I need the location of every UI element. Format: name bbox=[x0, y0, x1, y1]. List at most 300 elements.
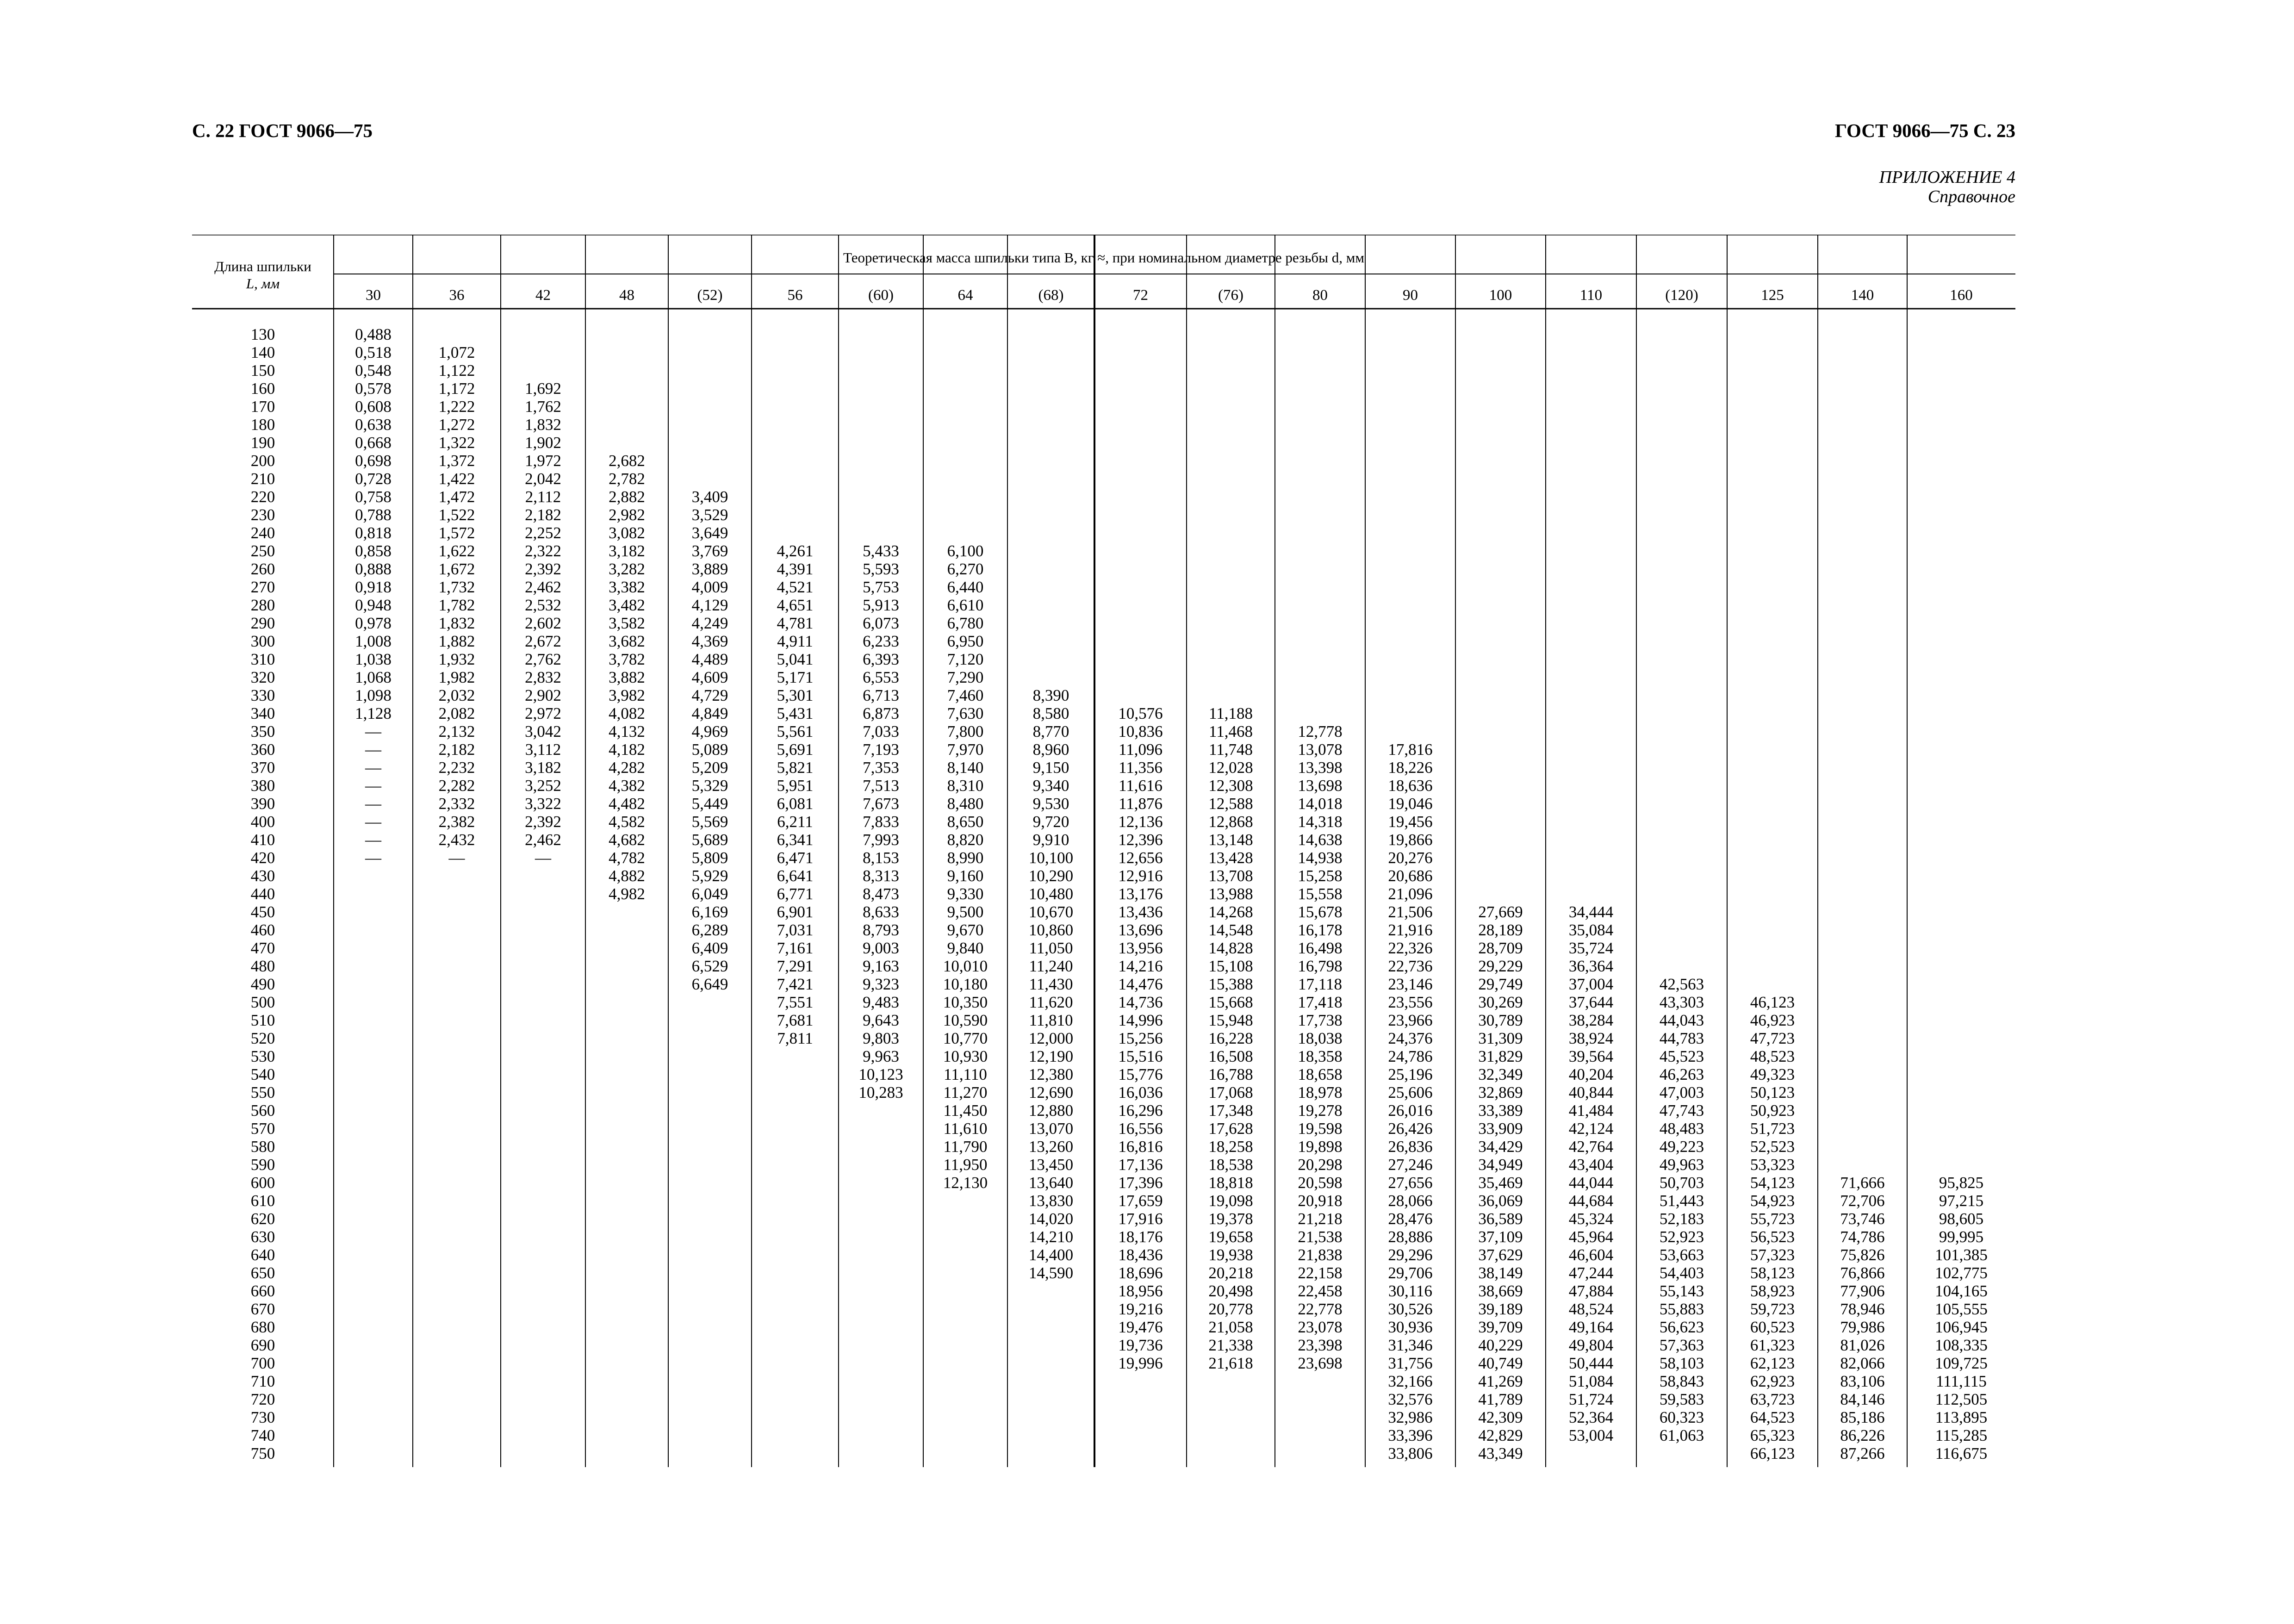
mass-cell: 13,696 bbox=[1118, 921, 1163, 939]
mass-cell: 10,930 bbox=[943, 1047, 988, 1065]
mass-cell: 14,736 bbox=[1118, 993, 1163, 1011]
mass-cell: 9,483 bbox=[863, 993, 899, 1011]
diameter-header: 140 bbox=[1851, 287, 1874, 304]
mass-cell: 9,340 bbox=[1032, 777, 1069, 795]
mass-cell: 16,816 bbox=[1118, 1138, 1163, 1156]
length-cell: 250 bbox=[250, 542, 275, 560]
mass-cell: 8,960 bbox=[1032, 740, 1069, 759]
mass-cell: 14,318 bbox=[1298, 813, 1343, 831]
mass-cell: 8,313 bbox=[863, 867, 899, 885]
mass-cell: 86,226 bbox=[1840, 1426, 1885, 1444]
mass-cell: 39,709 bbox=[1478, 1318, 1523, 1336]
mass-cell: 4,082 bbox=[609, 704, 645, 722]
length-cell: 200 bbox=[250, 452, 275, 470]
mass-cell: 0,668 bbox=[355, 434, 392, 452]
mass-cell: 7,290 bbox=[947, 668, 984, 686]
mass-cell: 44,044 bbox=[1568, 1174, 1614, 1192]
mass-cell: 55,143 bbox=[1659, 1282, 1704, 1300]
mass-cell: 85,186 bbox=[1840, 1408, 1885, 1426]
mass-cell: 33,389 bbox=[1478, 1101, 1523, 1120]
length-cell: 170 bbox=[250, 398, 275, 416]
mass-cell: 25,606 bbox=[1388, 1083, 1433, 1101]
mass-cell: 10,100 bbox=[1028, 849, 1074, 867]
mass-cell: 12,588 bbox=[1208, 795, 1253, 813]
length-cell: 490 bbox=[250, 975, 275, 993]
mass-cell: 38,924 bbox=[1568, 1029, 1614, 1047]
mass-cell: 7,970 bbox=[947, 740, 984, 759]
length-cell: 510 bbox=[250, 1011, 275, 1029]
mass-cell: 8,390 bbox=[1032, 686, 1069, 704]
mass-cell: 105,555 bbox=[1935, 1300, 1988, 1318]
mass-cell: 101,385 bbox=[1935, 1246, 1988, 1264]
mass-cell: 4,969 bbox=[691, 722, 728, 740]
mass-cell: 0,888 bbox=[355, 560, 392, 578]
mass-cell: 1,098 bbox=[355, 686, 392, 704]
mass-cell: 16,788 bbox=[1208, 1065, 1253, 1083]
mass-cell: 2,462 bbox=[525, 831, 561, 849]
mass-cell: 2,232 bbox=[438, 759, 475, 777]
mass-cell: 11,270 bbox=[943, 1083, 988, 1101]
mass-cell: — bbox=[365, 759, 381, 777]
length-cell: 340 bbox=[250, 704, 275, 722]
mass-cell: 17,659 bbox=[1118, 1192, 1163, 1210]
length-cell: 280 bbox=[250, 596, 275, 614]
mass-cell: 58,103 bbox=[1659, 1354, 1704, 1372]
mass-cell: 4,282 bbox=[609, 759, 645, 777]
diameter-header: 72 bbox=[1133, 287, 1148, 304]
mass-cell: 8,153 bbox=[863, 849, 899, 867]
mass-cell: 52,523 bbox=[1750, 1138, 1795, 1156]
mass-cell: 2,392 bbox=[525, 560, 561, 578]
mass-cell: 6,649 bbox=[691, 975, 728, 993]
mass-cell: 18,978 bbox=[1298, 1083, 1343, 1101]
length-cell: 480 bbox=[250, 957, 275, 975]
mass-cell: 9,330 bbox=[947, 885, 984, 903]
mass-cell: 60,323 bbox=[1659, 1408, 1704, 1426]
mass-cell: 49,963 bbox=[1659, 1156, 1704, 1174]
mass-cell: 18,436 bbox=[1118, 1246, 1163, 1264]
mass-cell: 15,776 bbox=[1118, 1065, 1163, 1083]
mass-cell: 4,129 bbox=[691, 596, 728, 614]
mass-cell: 32,576 bbox=[1388, 1390, 1433, 1408]
mass-cell: 2,782 bbox=[609, 470, 645, 488]
mass-cell: 7,513 bbox=[863, 777, 899, 795]
mass-cell: 2,672 bbox=[525, 632, 561, 650]
mass-cell: 15,516 bbox=[1118, 1047, 1163, 1065]
mass-cell: 60,523 bbox=[1750, 1318, 1795, 1336]
mass-cell: 4,651 bbox=[777, 596, 814, 614]
length-cell: 520 bbox=[250, 1029, 275, 1047]
mass-cell: 9,163 bbox=[863, 957, 899, 975]
diameter-header: 90 bbox=[1403, 287, 1418, 304]
mass-cell: 51,443 bbox=[1659, 1192, 1704, 1210]
mass-cell: 19,216 bbox=[1118, 1300, 1163, 1318]
mass-cell: 2,252 bbox=[525, 524, 561, 542]
mass-column bbox=[1727, 993, 1818, 1462]
mass-cell: 6,901 bbox=[777, 903, 814, 921]
mass-cell: 98,605 bbox=[1939, 1210, 1984, 1228]
mass-cell: 19,898 bbox=[1298, 1138, 1343, 1156]
mass-cell: 5,041 bbox=[777, 650, 814, 668]
diameter-header: (68) bbox=[1038, 287, 1064, 304]
mass-cell: 12,000 bbox=[1028, 1029, 1074, 1047]
mass-cell: 5,433 bbox=[863, 542, 899, 560]
length-cell: 630 bbox=[250, 1228, 275, 1246]
mass-cell: — bbox=[365, 849, 381, 867]
mass-cell: 4,781 bbox=[777, 614, 814, 632]
mass-cell: 9,530 bbox=[1032, 795, 1069, 813]
mass-cell: 54,123 bbox=[1750, 1174, 1795, 1192]
mass-column bbox=[1546, 903, 1636, 1444]
mass-cell: 75,826 bbox=[1840, 1246, 1885, 1264]
mass-cell: 19,378 bbox=[1208, 1210, 1253, 1228]
mass-cell: 6,211 bbox=[777, 813, 813, 831]
mass-cell: 23,078 bbox=[1298, 1318, 1343, 1336]
length-cell: 620 bbox=[250, 1210, 275, 1228]
mass-cell: 0,578 bbox=[355, 380, 392, 398]
mass-cell: 3,409 bbox=[691, 488, 728, 506]
mass-cell: 42,829 bbox=[1478, 1426, 1523, 1444]
mass-cell: 4,009 bbox=[691, 578, 728, 596]
mass-cell: 5,809 bbox=[691, 849, 728, 867]
mass-cell: 104,165 bbox=[1935, 1282, 1988, 1300]
mass-cell: 4,882 bbox=[609, 867, 645, 885]
mass-cell: 12,190 bbox=[1028, 1047, 1074, 1065]
mass-cell: 41,269 bbox=[1478, 1372, 1523, 1390]
mass-cell: 2,132 bbox=[438, 722, 475, 740]
diameter-header: 80 bbox=[1312, 287, 1328, 304]
length-cell: 410 bbox=[250, 831, 275, 849]
mass-cell: 5,569 bbox=[691, 813, 728, 831]
mass-cell: 6,950 bbox=[947, 632, 984, 650]
mass-cell: 74,786 bbox=[1840, 1228, 1885, 1246]
mass-cell: 13,398 bbox=[1298, 759, 1343, 777]
length-cell: 150 bbox=[250, 361, 275, 380]
mass-cell: 22,158 bbox=[1298, 1264, 1343, 1282]
mass-cell: 23,146 bbox=[1388, 975, 1433, 993]
mass-cell: 7,681 bbox=[777, 1011, 814, 1029]
length-cell: 440 bbox=[250, 885, 275, 903]
mass-cell: 8,990 bbox=[947, 849, 984, 867]
mass-cell: 0,548 bbox=[355, 361, 392, 380]
length-cell: 530 bbox=[250, 1047, 275, 1065]
mass-cell: 16,178 bbox=[1298, 921, 1343, 939]
mass-cell: 6,169 bbox=[691, 903, 728, 921]
length-cell: 430 bbox=[250, 867, 275, 885]
length-cell: 690 bbox=[250, 1336, 275, 1354]
mass-cell: 8,480 bbox=[947, 795, 984, 813]
mass-cell: 3,529 bbox=[691, 506, 728, 524]
mass-cell: 0,758 bbox=[355, 488, 392, 506]
mass-cell: 29,296 bbox=[1388, 1246, 1433, 1264]
mass-cell: 26,016 bbox=[1388, 1101, 1433, 1120]
mass-cell: 7,193 bbox=[863, 740, 899, 759]
mass-cell: 3,769 bbox=[691, 542, 728, 560]
length-cell: 370 bbox=[250, 759, 275, 777]
mass-cell: 40,204 bbox=[1568, 1065, 1614, 1083]
mass-cell: 37,004 bbox=[1568, 975, 1614, 993]
mass-cell: 6,393 bbox=[863, 650, 899, 668]
mass-cell: 3,322 bbox=[525, 795, 561, 813]
mass-cell: 2,182 bbox=[525, 506, 561, 524]
mass-cell: 20,298 bbox=[1298, 1156, 1343, 1174]
mass-cell: 1,622 bbox=[438, 542, 475, 560]
mass-cell: 1,832 bbox=[438, 614, 475, 632]
mass-cell: 6,081 bbox=[777, 795, 814, 813]
mass-cell: 1,732 bbox=[438, 578, 475, 596]
mass-cell: 1,372 bbox=[438, 452, 475, 470]
mass-cell: 14,590 bbox=[1028, 1264, 1074, 1282]
mass-cell: 11,188 bbox=[1209, 704, 1253, 722]
mass-cell: 17,136 bbox=[1118, 1156, 1163, 1174]
mass-cell: 9,003 bbox=[863, 939, 899, 957]
length-cell: 210 bbox=[250, 470, 275, 488]
mass-cell: 15,668 bbox=[1208, 993, 1253, 1011]
mass-cell: 5,689 bbox=[691, 831, 728, 849]
mass-cell: 10,123 bbox=[858, 1065, 903, 1083]
mass-cell: 34,949 bbox=[1478, 1156, 1523, 1174]
mass-cell: 16,498 bbox=[1298, 939, 1343, 957]
length-cell: 360 bbox=[250, 740, 275, 759]
mass-cell: 0,918 bbox=[355, 578, 392, 596]
mass-cell: 51,084 bbox=[1568, 1372, 1614, 1390]
mass-cell: 17,068 bbox=[1208, 1083, 1253, 1101]
mass-cell: 2,982 bbox=[609, 506, 645, 524]
length-cell: 570 bbox=[250, 1120, 275, 1138]
mass-cell: 14,548 bbox=[1208, 921, 1253, 939]
mass-column bbox=[1636, 975, 1727, 1444]
mass-cell: 14,210 bbox=[1028, 1228, 1074, 1246]
length-cell: 380 bbox=[250, 777, 275, 795]
mass-cell: 27,246 bbox=[1388, 1156, 1433, 1174]
mass-cell: 4,391 bbox=[777, 560, 814, 578]
mass-cell: 111,115 bbox=[1936, 1372, 1987, 1390]
mass-cell: 4,682 bbox=[609, 831, 645, 849]
mass-cell: 21,506 bbox=[1388, 903, 1433, 921]
mass-cell: 11,950 bbox=[943, 1156, 988, 1174]
mass-cell: 30,789 bbox=[1478, 1011, 1523, 1029]
mass-cell: 12,690 bbox=[1028, 1083, 1074, 1101]
mass-cell: 4,982 bbox=[609, 885, 645, 903]
mass-cell: 12,380 bbox=[1028, 1065, 1074, 1083]
mass-cell: 13,148 bbox=[1208, 831, 1253, 849]
mass-cell: 50,923 bbox=[1750, 1101, 1795, 1120]
mass-cell: 2,112 bbox=[525, 488, 561, 506]
length-cell: 450 bbox=[250, 903, 275, 921]
diameter-header: (60) bbox=[868, 287, 894, 304]
mass-cell: 1,008 bbox=[355, 632, 392, 650]
mass-cell: 48,483 bbox=[1659, 1120, 1704, 1138]
length-cell: 680 bbox=[250, 1318, 275, 1336]
mass-cell: 13,428 bbox=[1208, 849, 1253, 867]
mass-cell: 82,066 bbox=[1840, 1354, 1885, 1372]
mass-cell: 16,296 bbox=[1118, 1101, 1163, 1120]
mass-cell: 6,270 bbox=[947, 560, 984, 578]
length-cell: 540 bbox=[250, 1065, 275, 1083]
mass-cell: 1,172 bbox=[438, 380, 475, 398]
page-header-left: С. 22 ГОСТ 9066—75 bbox=[192, 120, 373, 141]
mass-cell: 1,672 bbox=[438, 560, 475, 578]
mass-cell: 10,180 bbox=[943, 975, 988, 993]
mass-cell: 16,556 bbox=[1118, 1120, 1163, 1138]
mass-column bbox=[1818, 1174, 1907, 1462]
mass-cell: 42,563 bbox=[1659, 975, 1704, 993]
mass-cell: 17,418 bbox=[1298, 993, 1343, 1011]
mass-cell: — bbox=[365, 795, 381, 813]
mass-cell: 18,258 bbox=[1208, 1138, 1253, 1156]
mass-cell: 1,782 bbox=[438, 596, 475, 614]
mass-cell: 31,309 bbox=[1478, 1029, 1523, 1047]
mass-cell: 33,806 bbox=[1388, 1444, 1433, 1462]
mass-cell: 97,215 bbox=[1939, 1192, 1984, 1210]
mass-cell: 0,488 bbox=[355, 325, 392, 343]
mass-cell: 7,161 bbox=[777, 939, 814, 957]
mass-cell: 22,778 bbox=[1298, 1300, 1343, 1318]
mass-cell: 39,189 bbox=[1478, 1300, 1523, 1318]
mass-cell: 36,589 bbox=[1478, 1210, 1523, 1228]
length-header-line1: Длина шпильки bbox=[214, 258, 311, 274]
mass-cell: 17,628 bbox=[1208, 1120, 1253, 1138]
mass-cell: 29,229 bbox=[1478, 957, 1523, 975]
mass-cell: 76,866 bbox=[1840, 1264, 1885, 1282]
mass-cell: 40,844 bbox=[1568, 1083, 1614, 1101]
mass-cell: 2,532 bbox=[525, 596, 561, 614]
mass-cell: 29,749 bbox=[1478, 975, 1523, 993]
mass-cell: 38,284 bbox=[1568, 1011, 1614, 1029]
mass-cell: 53,323 bbox=[1750, 1156, 1795, 1174]
mass-cell: 1,038 bbox=[355, 650, 392, 668]
appendix-title: ПРИЛОЖЕНИЕ 4 bbox=[1879, 168, 2015, 187]
mass-cell: 18,038 bbox=[1298, 1029, 1343, 1047]
diameter-header: 42 bbox=[535, 287, 551, 304]
mass-cell: 4,911 bbox=[777, 632, 813, 650]
mass-cell: 10,836 bbox=[1118, 722, 1163, 740]
diameter-header: 100 bbox=[1489, 287, 1512, 304]
mass-cell: 9,150 bbox=[1032, 759, 1069, 777]
mass-cell: 32,869 bbox=[1478, 1083, 1523, 1101]
length-cell: 600 bbox=[250, 1174, 275, 1192]
mass-cell: 18,226 bbox=[1388, 759, 1433, 777]
mass-cell: 8,650 bbox=[947, 813, 984, 831]
mass-cell: 24,376 bbox=[1388, 1029, 1433, 1047]
mass-cell: 19,996 bbox=[1118, 1354, 1163, 1372]
mass-cell: 12,396 bbox=[1118, 831, 1163, 849]
mass-cell: 1,422 bbox=[438, 470, 475, 488]
mass-cell: 0,978 bbox=[355, 614, 392, 632]
mass-cell: 7,800 bbox=[947, 722, 984, 740]
mass-cell: 16,228 bbox=[1208, 1029, 1253, 1047]
mass-cell: 3,582 bbox=[609, 614, 645, 632]
mass-cell: 19,598 bbox=[1298, 1120, 1343, 1138]
mass-cell: 37,629 bbox=[1478, 1246, 1523, 1264]
length-cell: 580 bbox=[250, 1138, 275, 1156]
mass-cell: 46,123 bbox=[1750, 993, 1795, 1011]
appendix-subtitle: Справочное bbox=[1927, 187, 2015, 206]
mass-cell: 63,723 bbox=[1750, 1390, 1795, 1408]
length-cell: 700 bbox=[250, 1354, 275, 1372]
mass-cell: 48,523 bbox=[1750, 1047, 1795, 1065]
mass-cell: 39,564 bbox=[1568, 1047, 1614, 1065]
mass-cell: 43,349 bbox=[1478, 1444, 1523, 1462]
mass-cell: 44,043 bbox=[1659, 1011, 1704, 1029]
mass-cell: 106,945 bbox=[1935, 1318, 1988, 1336]
mass-cell: 21,916 bbox=[1388, 921, 1433, 939]
mass-cell: 24,786 bbox=[1388, 1047, 1433, 1065]
length-cell: 180 bbox=[250, 416, 275, 434]
mass-cell: 19,278 bbox=[1298, 1101, 1343, 1120]
mass-cell: 11,610 bbox=[943, 1120, 988, 1138]
mass-cell: 56,523 bbox=[1750, 1228, 1795, 1246]
mass-cell: 14,400 bbox=[1028, 1246, 1074, 1264]
mass-cell: 11,790 bbox=[943, 1138, 988, 1156]
length-cell: 140 bbox=[250, 343, 275, 361]
mass-cell: 36,364 bbox=[1568, 957, 1614, 975]
diameter-header: (52) bbox=[697, 287, 723, 304]
mass-cell: 7,031 bbox=[777, 921, 814, 939]
mass-cell: 47,244 bbox=[1568, 1264, 1614, 1282]
mass-cell: 14,216 bbox=[1118, 957, 1163, 975]
mass-cell: 53,663 bbox=[1659, 1246, 1704, 1264]
mass-cell: 14,476 bbox=[1118, 975, 1163, 993]
mass-cell: 47,723 bbox=[1750, 1029, 1795, 1047]
length-cell: 460 bbox=[250, 921, 275, 939]
mass-cell: 2,042 bbox=[525, 470, 561, 488]
mass-cell: 11,876 bbox=[1119, 795, 1163, 813]
mass-cell: 30,269 bbox=[1478, 993, 1523, 1011]
mass-cell: 15,258 bbox=[1298, 867, 1343, 885]
mass-table bbox=[192, 235, 2015, 1467]
mass-cell: 31,756 bbox=[1388, 1354, 1433, 1372]
mass-cell: 10,350 bbox=[943, 993, 988, 1011]
diameter-header: (120) bbox=[1665, 287, 1698, 304]
mass-cell: 3,889 bbox=[691, 560, 728, 578]
mass-cell: 18,696 bbox=[1118, 1264, 1163, 1282]
mass-cell: 13,436 bbox=[1118, 903, 1163, 921]
mass-cell: 6,713 bbox=[863, 686, 899, 704]
mass-cell: 46,263 bbox=[1659, 1065, 1704, 1083]
mass-cell: 4,382 bbox=[609, 777, 645, 795]
mass-cell: 46,604 bbox=[1568, 1246, 1614, 1264]
mass-cell: 9,910 bbox=[1032, 831, 1069, 849]
mass-cell: 1,472 bbox=[438, 488, 475, 506]
mass-cell: 1,322 bbox=[438, 434, 475, 452]
mass-column bbox=[501, 380, 585, 867]
mass-cell: 49,323 bbox=[1750, 1065, 1795, 1083]
length-cell: 560 bbox=[250, 1101, 275, 1120]
length-cell: 400 bbox=[250, 813, 275, 831]
page-header-right: ГОСТ 9066—75 С. 23 bbox=[1834, 120, 2015, 141]
mass-cell: 2,082 bbox=[438, 704, 475, 722]
mass-cell: 11,616 bbox=[1119, 777, 1163, 795]
mass-cell: 18,658 bbox=[1298, 1065, 1343, 1083]
length-column bbox=[192, 325, 334, 1462]
mass-cell: 32,349 bbox=[1478, 1065, 1523, 1083]
mass-cell: 13,988 bbox=[1208, 885, 1253, 903]
mass-cell: 11,110 bbox=[944, 1065, 987, 1083]
mass-cell: 27,669 bbox=[1478, 903, 1523, 921]
mass-cell: 15,948 bbox=[1208, 1011, 1253, 1029]
mass-cell: 83,106 bbox=[1840, 1372, 1885, 1390]
length-cell: 290 bbox=[250, 614, 275, 632]
length-cell: 320 bbox=[250, 668, 275, 686]
mass-cell: 3,252 bbox=[525, 777, 561, 795]
mass-cell: 37,644 bbox=[1568, 993, 1614, 1011]
mass-cell: 6,529 bbox=[691, 957, 728, 975]
mass-cell: 11,050 bbox=[1029, 939, 1073, 957]
mass-cell: 6,440 bbox=[947, 578, 984, 596]
mass-cell: 18,176 bbox=[1118, 1228, 1163, 1246]
mass-column bbox=[413, 343, 501, 867]
